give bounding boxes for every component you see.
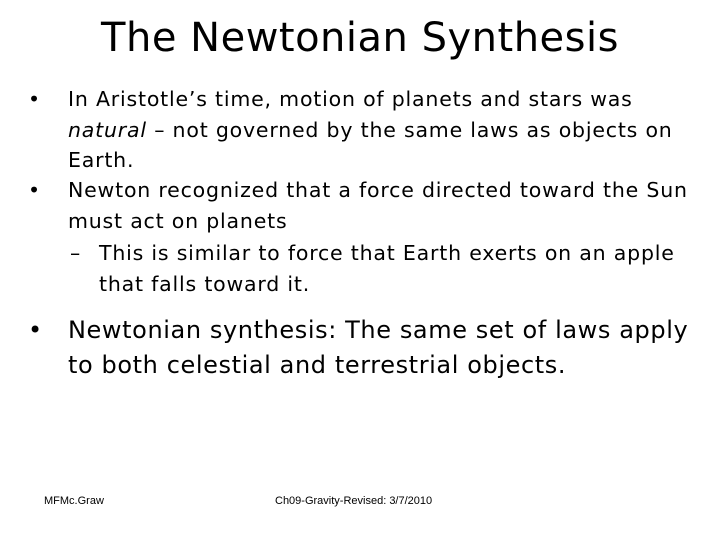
footer-chapter-date: Ch09-Gravity-Revised: 3/7/2010	[275, 495, 433, 507]
sub-bullet-marker: –	[70, 241, 82, 265]
bullet-marker: •	[28, 316, 43, 344]
bullet-rest-text: – not governed by the same laws as objects on Earth.	[68, 117, 673, 172]
bullet-emphasis-text: natural	[68, 117, 147, 142]
bullet-synthesis	[28, 313, 690, 383]
bullet-text: Newton recognized that a force directed toward the Sun must act on planets	[68, 178, 688, 233]
sub-bullet-text: This is similar to force that Earth exerts on an apple that falls toward it.	[99, 241, 675, 296]
sub-bullet-apple	[70, 238, 690, 299]
bullet-marker: •	[28, 178, 41, 202]
bullet-lead-text: In Aristotle’s time, motion of planets and stars was	[68, 87, 633, 111]
slide-title: The Newtonian Synthesis	[101, 15, 619, 61]
bullet-text	[68, 84, 690, 176]
bullet-aristotle	[28, 84, 690, 176]
bullet-marker: •	[28, 87, 41, 111]
footer-author: MFMc.Graw	[44, 495, 104, 507]
bullet-newton-force	[28, 175, 690, 236]
bullet-text: Newtonian synthesis: The same set of laws apply to both celestial and terrestrial objects.	[68, 316, 689, 379]
